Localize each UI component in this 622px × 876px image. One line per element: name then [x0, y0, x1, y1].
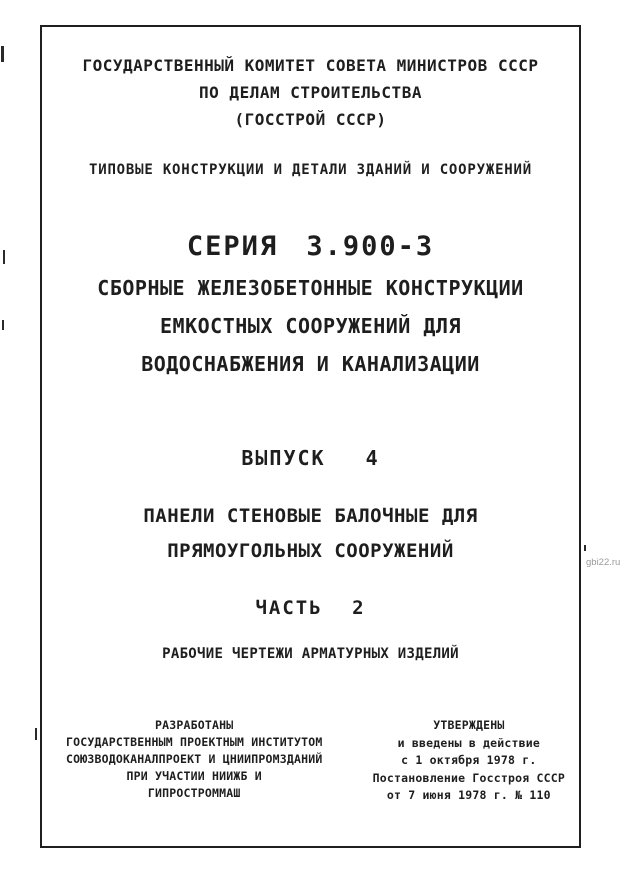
series-desc-line-1: СБОРНЫЕ ЖЕЛЕЗОБЕТОННЫЕ КОНСТРУКЦИИ [97, 276, 524, 300]
series-title [42, 230, 579, 264]
scan-artifact [1, 46, 4, 62]
part-number [42, 595, 579, 621]
scan-artifact [3, 250, 5, 264]
authority-line-2: ПО ДЕЛАМ СТРОИТЕЛЬСТВА [199, 83, 422, 102]
approved-line-4: от 7 июня 1978 г. № 110 [386, 788, 551, 802]
series-desc-line-3: ВОДОСНАБЖЕНИЯ И КАНАЛИЗАЦИИ [141, 352, 480, 376]
category-text: ТИПОВЫЕ КОНСТРУКЦИИ И ДЕТАЛИ ЗДАНИЙ И СООРУЖЕНИЙ [89, 162, 532, 178]
issue-number [42, 445, 579, 471]
series-desc-line-2: ЕМКОСТНЫХ СООРУЖЕНИЙ ДЛЯ [160, 314, 461, 338]
approved-line-1: и введены в действие [397, 735, 541, 750]
approved-title: УТВЕРЖДЕНЫ [433, 718, 505, 732]
issue-desc-line-1: ПАНЕЛИ СТЕНОВЫЕ БАЛОЧНЫЕ ДЛЯ [143, 505, 478, 527]
authority-line-1: ГОСУДАРСТВЕННЫЙ КОМИТЕТ СОВЕТА МИНИСТРОВ СССР [82, 56, 539, 75]
developed-title: РАЗРАБОТАНЫ [155, 718, 234, 732]
approved-line-3: Постановление Госстроя СССР [372, 770, 565, 785]
developed-line-2: СОЮЗВОДОКАНАЛПРОЕКТ И ЦНИИПРОМЗДАНИЙ [66, 752, 323, 766]
developed-line-3: ПРИ УЧАСТИИ НИИЖБ И [126, 769, 262, 783]
issue-label: ВЫПУСК 4 [241, 446, 380, 470]
part-label: ЧАСТЬ 2 [255, 597, 366, 619]
approved-by-block [373, 717, 565, 805]
series-number: СЕРИЯ 3.900-3 [186, 231, 435, 262]
scan-artifact [35, 728, 37, 740]
scan-artifact [2, 320, 4, 330]
scan-artifact [584, 545, 586, 551]
part-subtitle-text: РАБОЧИЕ ЧЕРТЕЖИ АРМАТУРНЫХ ИЗДЕЛИЙ [162, 646, 459, 662]
site-watermark: gbi22.ru [586, 557, 621, 568]
document-category [42, 160, 579, 180]
developed-line-4: ГИПРОСТРОММАШ [147, 786, 241, 800]
developed-by-block [66, 717, 322, 805]
document-border-frame [40, 25, 581, 848]
authority-line-3: (ГОССТРОЙ СССР) [234, 110, 387, 129]
issuing-authority-header [42, 52, 579, 133]
series-description [42, 269, 579, 383]
part-subtitle [42, 645, 579, 663]
credits-row [42, 717, 579, 805]
developed-line-1: ГОСУДАРСТВЕННЫМ ПРОЕКТНЫМ ИНСТИТУТОМ [66, 735, 323, 749]
approved-line-2: с 1 октября 1978 г. [401, 753, 537, 767]
issue-description [42, 499, 579, 569]
issue-desc-line-2: ПРЯМОУГОЛЬНЫХ СООРУЖЕНИЙ [167, 540, 454, 562]
